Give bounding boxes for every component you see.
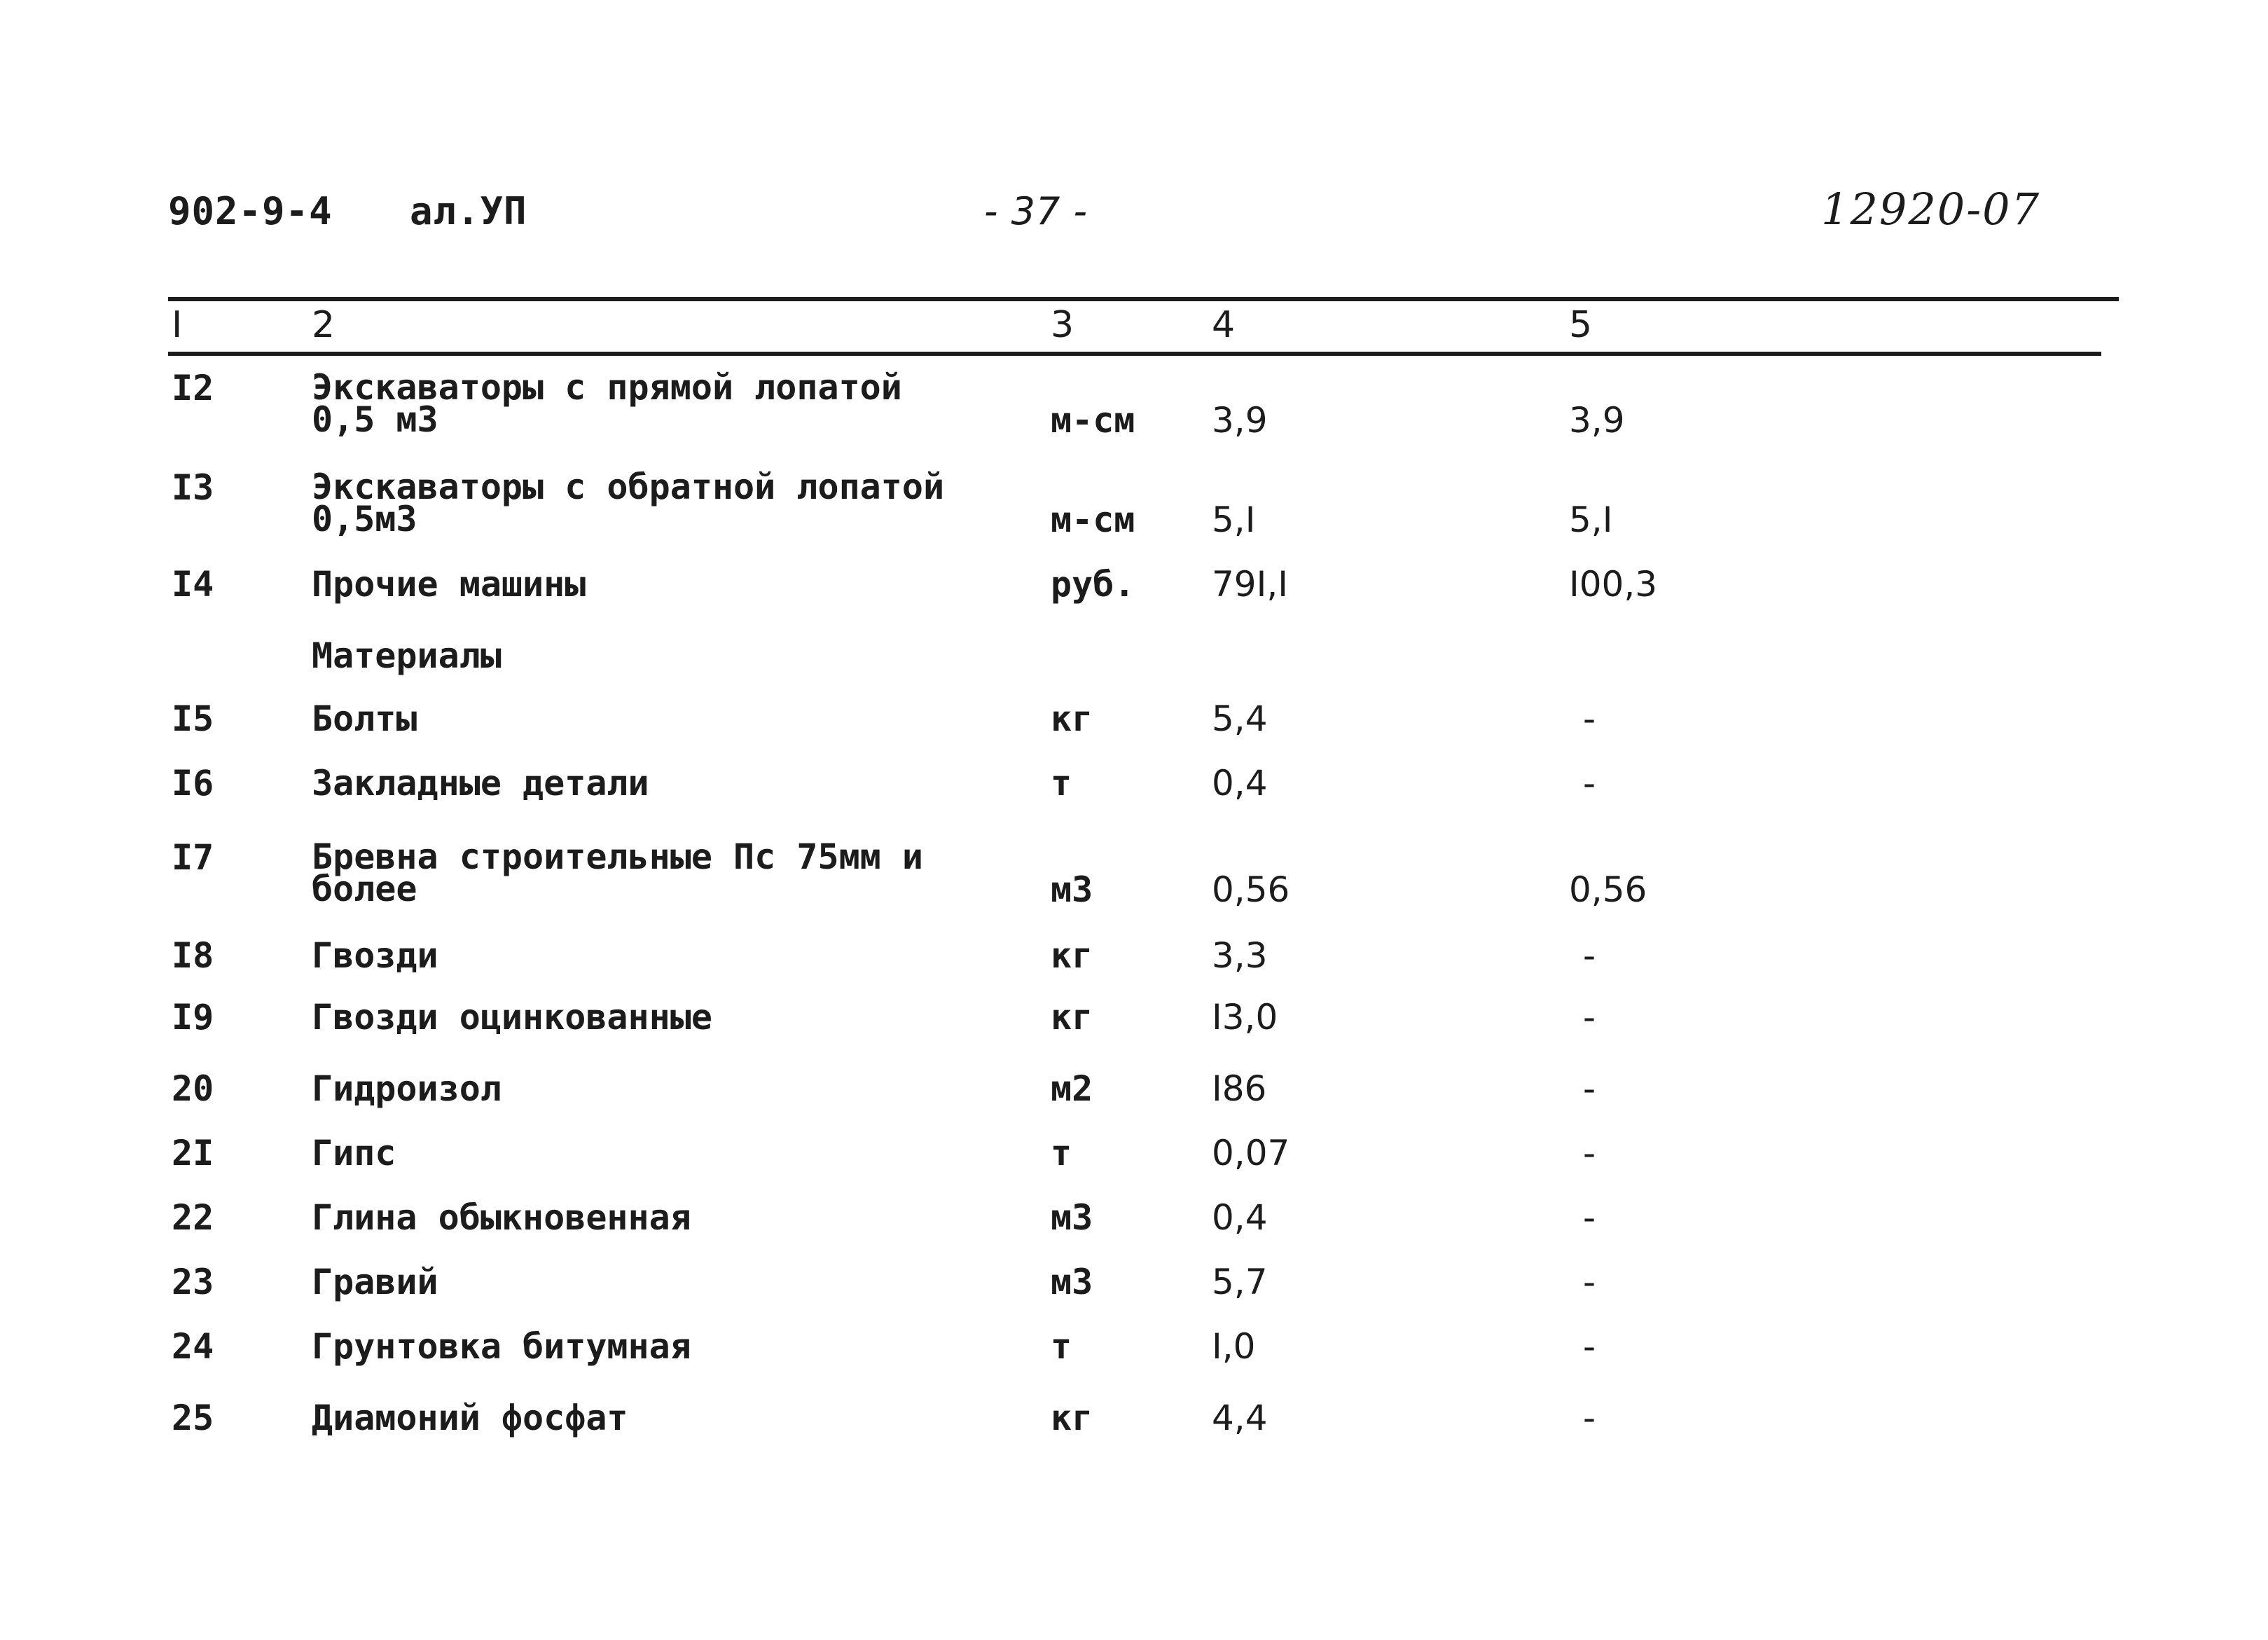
column-header-5: 5 [1569,304,1593,346]
table-row [0,997,2268,1065]
unit-of-measure: м3 [1051,1197,1093,1238]
unit-of-measure: кг [1051,1398,1093,1438]
unit-of-measure: кг [1051,997,1093,1038]
item-name: Гравий [312,1262,438,1302]
table-row [0,1326,2268,1394]
quantity-col5: - [1583,1398,1596,1438]
table-row [0,1262,2268,1330]
unit-of-measure: т [1051,1326,1072,1367]
quantity-col5: - [1583,1133,1596,1173]
row-number: I2 [172,368,214,408]
item-name: Материалы [312,635,502,676]
item-name: Гидроизол [312,1068,502,1109]
table-header-row [0,304,2268,373]
quantity-col4: 3,3 [1212,935,1268,976]
column-header-3: 3 [1051,304,1074,346]
quantity-col5: 3,9 [1569,400,1625,441]
item-name: Гвозди [312,935,438,976]
table-row [0,467,2268,540]
quantity-col5: - [1583,1326,1596,1367]
quantity-col5: I00,3 [1569,564,1658,605]
row-number: I4 [172,564,214,605]
quantity-col5: 0,56 [1569,869,1647,910]
table-row [0,763,2268,831]
quantity-col4: 0,4 [1212,1197,1268,1238]
quantity-col4: 0,4 [1212,763,1268,804]
unit-of-measure: кг [1051,698,1093,739]
row-number: 25 [172,1398,214,1438]
quantity-col4: 5,I [1212,499,1256,540]
column-header-4: 4 [1212,304,1236,346]
row-number: 24 [172,1326,214,1367]
quantity-col5: - [1583,997,1596,1038]
item-name: Бревна строительные Пс 75мм и более [312,836,923,909]
unit-of-measure: м-см [1051,400,1135,441]
table-row [0,836,2268,910]
quantity-col5: - [1583,698,1596,739]
row-number: I7 [172,837,214,878]
item-name: Грунтовка битумная [312,1326,691,1367]
item-name: Диамоний фосфат [312,1398,628,1438]
table-row [0,564,2268,632]
table-row [0,1197,2268,1265]
quantity-col4: 5,7 [1212,1262,1268,1302]
quantity-col5: - [1583,763,1596,804]
quantity-col5: - [1583,1262,1596,1302]
item-name: Гипс [312,1133,396,1173]
unit-of-measure: м-см [1051,499,1135,540]
page-number: - 37 - [984,189,1088,233]
table-row [0,367,2268,441]
table-row [0,1068,2268,1136]
row-number: 23 [172,1262,214,1302]
doc-code: 902-9-4 [168,189,333,233]
unit-of-measure: м2 [1051,1068,1093,1109]
item-name: Болты [312,698,417,739]
table-row [0,1133,2268,1201]
quantity-col4: I3,0 [1212,997,1278,1038]
quantity-col4: I86 [1212,1068,1267,1109]
item-name: Глина обыкновенная [312,1197,691,1238]
unit-of-measure: т [1051,763,1072,804]
quantity-col4: 5,4 [1212,698,1268,739]
item-name: Прочие машины [312,564,586,605]
quantity-col4: I,0 [1212,1326,1256,1367]
quantity-col4: 0,07 [1212,1133,1290,1173]
row-number: I6 [172,763,214,804]
column-header-1: I [172,304,183,346]
section-header-row [0,635,2268,703]
row-number: 20 [172,1068,214,1109]
quantity-col5: 5,I [1569,499,1613,540]
item-name: Экскаваторы с прямой лопатой 0,5 м3 [312,367,902,440]
quantity-col5: - [1583,1068,1596,1109]
row-number: I5 [172,698,214,739]
album-number: ал.УП [410,189,527,233]
item-name: Закладные детали [312,763,649,804]
item-name: Экскаваторы с обратной лопатой 0,5м3 [312,467,945,539]
quantity-col4: 4,4 [1212,1398,1268,1438]
unit-of-measure: т [1051,1133,1072,1173]
table-row [0,1398,2268,1466]
unit-of-measure: кг [1051,935,1093,976]
quantity-col5: - [1583,1197,1596,1238]
unit-of-measure: м3 [1051,1262,1093,1302]
quantity-col5: - [1583,935,1596,976]
row-number: I9 [172,997,214,1038]
quantity-col4: 3,9 [1212,400,1268,441]
row-number: I8 [172,935,214,976]
quantity-col4: 79I,I [1212,564,1289,605]
table-row [0,698,2268,766]
quantity-col4: 0,56 [1212,869,1290,910]
table-row [0,935,2268,1003]
header-rule [168,352,2101,356]
column-header-2: 2 [312,304,336,346]
row-number: 2I [172,1133,214,1173]
item-name: Гвозди оцинкованные [312,997,712,1038]
top-rule [168,297,2119,301]
row-number: I3 [172,467,214,508]
inventory-number: 12920-07 [1821,184,2041,235]
row-number: 22 [172,1197,214,1238]
unit-of-measure: руб. [1051,564,1135,605]
unit-of-measure: м3 [1051,869,1093,910]
